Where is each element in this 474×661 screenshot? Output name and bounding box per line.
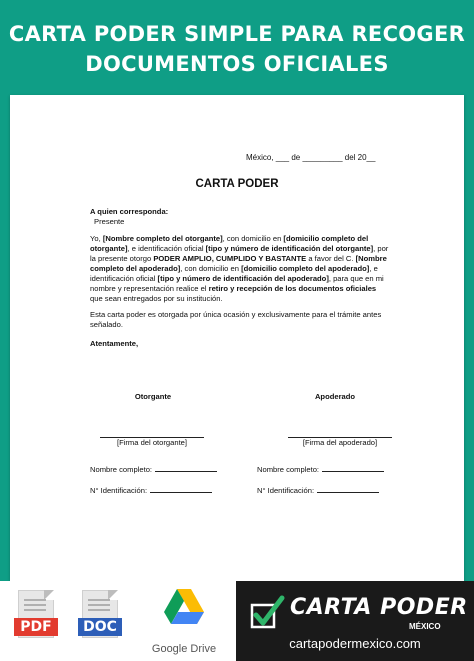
- body-paragraph-main: [90, 234, 390, 304]
- paragraph-bold-segment: PODER AMPLIO, CUMPLIDO Y BASTANTE: [153, 254, 307, 263]
- closing: Atentamente,: [90, 339, 139, 348]
- google-drive-icon: [164, 589, 204, 625]
- apoderado-label: Apoderado: [314, 392, 356, 401]
- blank-line: [317, 485, 379, 493]
- name-label: Nombre completo:: [90, 465, 153, 474]
- document-title: CARTA PODER: [195, 178, 279, 190]
- blank-line: [155, 464, 217, 472]
- brand-url[interactable]: cartapodermexico.com: [289, 636, 421, 651]
- paragraph-bold-segment: [domicilio completo del apoderado]: [241, 264, 370, 273]
- paragraph-segment: que sean entregados por su institución.: [90, 294, 223, 303]
- greeting: A quien corresponda:: [90, 207, 169, 216]
- otorgante-id-field: [90, 485, 212, 496]
- paragraph-bold-segment: retiro y recepción de los documentos oficiales: [208, 284, 377, 293]
- paragraph-segment: , e identificación oficial: [127, 244, 206, 253]
- google-drive-button[interactable]: [136, 587, 232, 659]
- id-label: N° Identificación:: [257, 486, 315, 495]
- pdf-label: PDF: [14, 618, 58, 636]
- date-line: México, ___ de _________ del 20__: [246, 153, 376, 162]
- format-options: [0, 581, 236, 661]
- header-title-line1: CARTA PODER SIMPLE PARA RECOGER: [8, 22, 466, 46]
- paragraph-bold-segment: [tipo y número de identificación del otorgante]: [205, 244, 374, 253]
- doc-label: DOC: [78, 618, 122, 636]
- doc-icon[interactable]: [78, 590, 122, 640]
- brand-country: MÉXICO: [409, 622, 441, 631]
- apoderado-id-field: [257, 485, 379, 496]
- paragraph-segment: , por la presente otorgo: [90, 244, 389, 263]
- header-title-line2: DOCUMENTOS OFICIALES: [85, 52, 389, 76]
- footer-banner: [0, 581, 474, 661]
- otorgante-signature-caption: [Firma del otorgante]: [116, 438, 188, 447]
- blank-line: [322, 464, 384, 472]
- presente-text: Presente: [94, 217, 125, 226]
- paragraph-segment: Yo,: [90, 234, 103, 243]
- paragraph-segment: a favor del C.: [306, 254, 356, 263]
- google-drive-label: Google Drive: [151, 643, 217, 655]
- otorgante-name-field: [90, 464, 217, 475]
- paragraph-bold-segment: [Nombre completo del otorgante]: [102, 234, 223, 243]
- paragraph-segment: , para que en mi nombre y representación realice el: [90, 274, 384, 293]
- paragraph-segment: , con domicilio en: [222, 234, 284, 243]
- blank-line: [150, 485, 212, 493]
- pdf-icon[interactable]: [14, 590, 58, 640]
- paragraph-segment: , e identificación oficial: [90, 264, 378, 283]
- checkmark-icon: [250, 595, 286, 629]
- brand-block[interactable]: [236, 581, 474, 661]
- apoderado-name-field: [257, 464, 384, 475]
- document-preview: [10, 95, 464, 581]
- brand-name: CARTA PODER: [290, 595, 468, 620]
- paragraph-bold-segment: [domicilio completo del otorgante]: [90, 234, 369, 253]
- id-label: N° Identificación:: [90, 486, 148, 495]
- paragraph-segment: , con domicilio en: [180, 264, 242, 273]
- otorgante-label: Otorgante: [134, 392, 172, 401]
- paragraph-bold-segment: [tipo y número de identificación del apoderado]: [157, 274, 329, 283]
- paragraph-bold-segment: [Nombre completo del apoderado]: [90, 254, 387, 273]
- apoderado-signature-caption: [Firma del apoderado]: [302, 438, 378, 447]
- page-header: [0, 0, 474, 95]
- body-paragraph-scope: Esta carta poder es otorgada por única ocasión y exclusivamente para el trámite antes señalado.: [90, 310, 382, 329]
- name-label: Nombre completo:: [257, 465, 320, 474]
